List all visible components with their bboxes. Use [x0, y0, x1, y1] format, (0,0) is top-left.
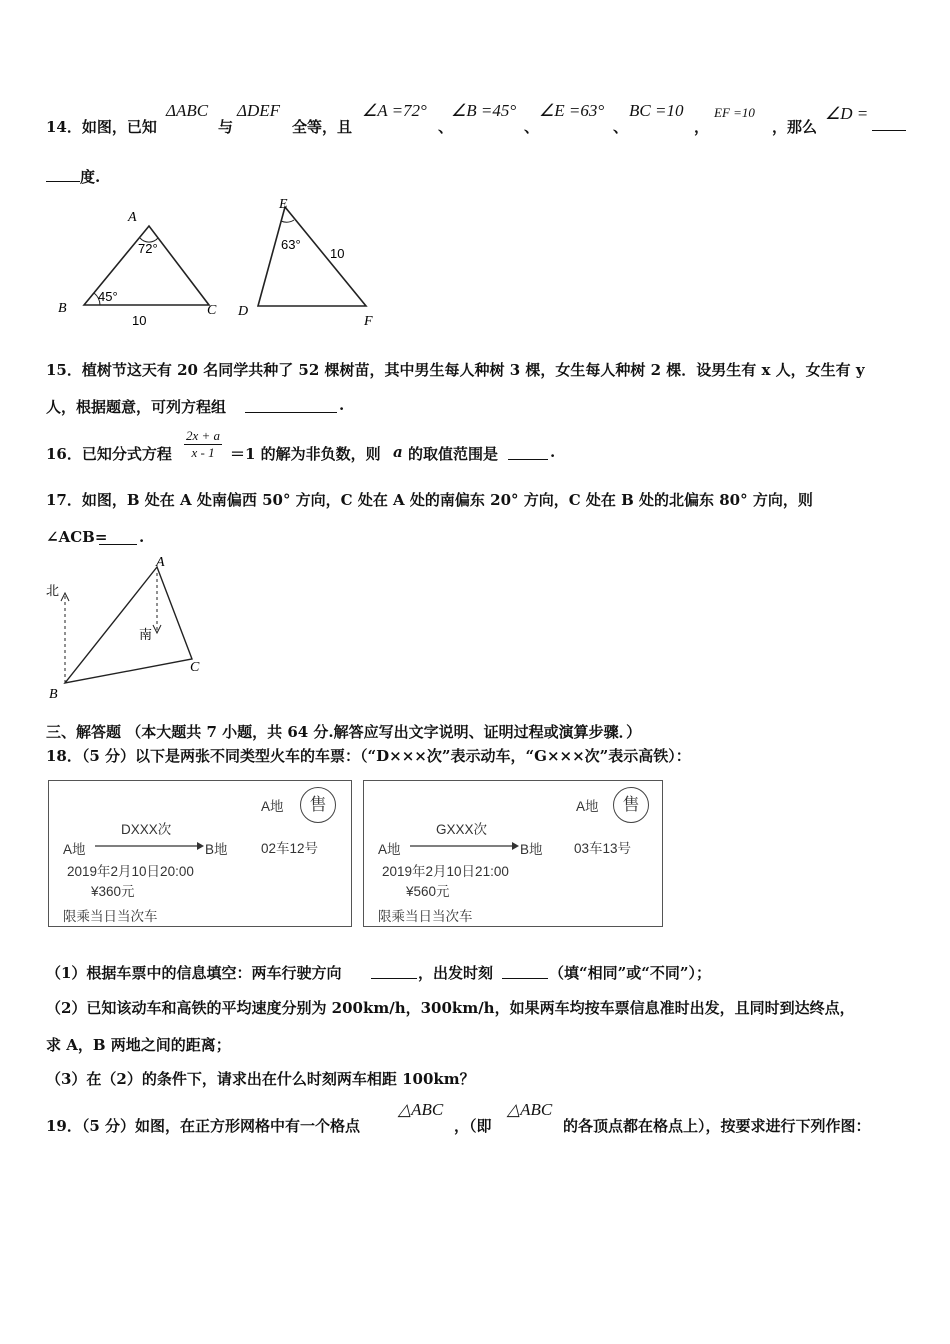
ticket-dxxx	[48, 780, 352, 927]
q19-mid: ，（即	[454, 1117, 492, 1135]
ticket-gxxx	[363, 780, 663, 927]
q14-sep1: 、	[438, 118, 454, 136]
figure-17-svg	[40, 555, 220, 705]
label-side-ef: 10	[330, 246, 345, 261]
ticket-from: A地	[378, 842, 401, 857]
ticket-to: B地	[520, 842, 543, 857]
q14-congruent: 全等，且	[292, 118, 353, 136]
q16-answer-blank	[508, 459, 548, 460]
q18-part3: （3）在（2）的条件下，请求出在什么时刻两车相距 100km？	[46, 1070, 475, 1088]
q14-sep3: 、	[613, 118, 629, 136]
ticket-stamp: 售	[300, 787, 336, 823]
label-south: 南	[139, 628, 153, 643]
q14-with: 与	[218, 118, 234, 136]
label-c: C	[207, 303, 217, 318]
q16-fraction	[184, 428, 222, 461]
q14-triangle-abc: ΔABC	[166, 101, 209, 120]
q14-then: ，那么	[772, 118, 818, 136]
ticket-seat: 02车12号	[261, 841, 319, 856]
q16-mid: ＝1 的解为非负数，则	[230, 445, 381, 463]
ticket-note: 限乘当日当次车	[378, 909, 473, 924]
q17-line1: 17．如图，B 处在 A 处南偏西 50° 方向，C 处在 A 处的南偏东 20° 方向，C 处在 B 处的北偏东 80° 方向，则	[46, 491, 813, 509]
ticket-train-number: GXXX次	[436, 822, 488, 837]
label-angle-63: 63°	[281, 237, 301, 252]
ticket-datetime: 2019年2月10日21:00	[382, 864, 509, 879]
label-d: D	[238, 304, 249, 319]
label-b17: B	[49, 687, 58, 702]
label-a17: A	[156, 555, 165, 570]
q18-part2a: （2）已知该动车和高铁的平均速度分别为 200km/h，300km/h，如果两车均按车票信息准时出发，且同时到达终点，	[46, 999, 855, 1017]
q17-end: .	[139, 528, 145, 546]
label-north: 北	[46, 584, 60, 599]
q18-intro: 18．（5 分）以下是两张不同类型火车的车票：（“D×××次”表示动车，“G×××次”表示高铁）：	[46, 747, 691, 765]
q14-answer-blank	[872, 130, 906, 131]
ticket-arrow-head	[197, 842, 204, 850]
q14-answer-blank-cont	[46, 181, 80, 182]
label-a: A	[128, 210, 137, 225]
q14-bc: BC =10	[629, 101, 684, 120]
ticket-price: ¥360元	[91, 884, 135, 899]
q17-line2: ∠ACB=	[46, 528, 108, 546]
q18-part1c: （填“相同”或“不同”）；	[549, 964, 712, 982]
ticket-to: B地	[205, 842, 228, 857]
q17-answer-blank	[99, 544, 137, 545]
triangle-abc-bearing	[65, 567, 192, 683]
q14-triangle-def: ΔDEF	[237, 101, 281, 120]
ticket-note: 限乘当日当次车	[63, 909, 158, 924]
q19-triangle-1: △ABC	[398, 1100, 444, 1119]
q14-angle-a: ∠A =72°	[362, 101, 427, 120]
label-angle-72: 72°	[138, 241, 158, 256]
q15-end: .	[339, 396, 345, 414]
label-f: F	[364, 314, 373, 329]
q16-end: .	[550, 443, 556, 461]
ticket-arrow-head	[512, 842, 519, 850]
q14-ef: EF =10	[714, 105, 755, 120]
ticket-price: ¥560元	[406, 884, 450, 899]
q14-angle-d: ∠D =	[825, 104, 869, 123]
q18-blank-direction	[371, 978, 417, 979]
q14-sep4: ，	[694, 118, 710, 136]
ticket-from: A地	[63, 842, 86, 857]
q14-unit: 度.	[80, 168, 101, 186]
ticket-station: A地	[261, 799, 284, 814]
q16-numerator: 2x + a	[186, 428, 221, 443]
ticket-seat: 03车13号	[574, 841, 632, 856]
figure-14	[50, 195, 390, 335]
angle-e-arc	[281, 220, 294, 222]
q16-pre: 16．已知分式方程	[46, 445, 172, 463]
ticket-arrow	[93, 839, 205, 853]
q18-blank-time	[502, 978, 548, 979]
q19-triangle-2: △ABC	[507, 1100, 553, 1119]
q14-number: 14．如图，已知	[46, 118, 157, 136]
label-side-bc: 10	[132, 313, 147, 328]
q19-pre: 19．（5 分）如图，在正方形网格中有一个格点	[46, 1117, 361, 1135]
q14-angle-b: ∠B =45°	[451, 101, 517, 120]
label-b: B	[58, 301, 67, 316]
q14-sep2: 、	[524, 118, 540, 136]
q15-answer-blank	[245, 412, 337, 413]
ticket-datetime: 2019年2月10日20:00	[67, 864, 194, 879]
q16-var-a: a	[393, 443, 403, 461]
q18-part2b: 求 A，B 两地之间的距离；	[46, 1036, 231, 1054]
q15-line1: 15．植树节这天有 20 名同学共种了 52 棵树苗，其中男生每人种树 3 棵，女生每人种树 2 棵．设男生有 x 人，女生有 y	[46, 361, 865, 379]
q14-angle-e: ∠E =63°	[539, 101, 605, 120]
ticket-stamp: 售	[613, 787, 649, 823]
figure-17	[40, 555, 220, 705]
ticket-train-number: DXXX次	[121, 822, 172, 837]
figure-14-svg	[50, 195, 390, 335]
q15-line2: 人，根据题意，可列方程组	[46, 398, 227, 416]
triangle-def	[258, 207, 366, 306]
ticket-station: A地	[576, 799, 599, 814]
q16-post: 的取值范围是	[408, 445, 499, 463]
ticket-arrow	[408, 839, 520, 853]
q19-post: 的各顶点都在格点上），按要求进行下列作图：	[563, 1117, 871, 1135]
label-angle-45: 45°	[98, 289, 118, 304]
q18-part1a: （1）根据车票中的信息填空：两车行驶方向	[46, 964, 342, 982]
q18-part1b: ，出发时刻	[418, 964, 494, 982]
q16-denominator: x - 1	[191, 445, 215, 460]
label-e: E	[279, 197, 288, 212]
label-c17: C	[190, 660, 200, 675]
section-3-heading: 三、解答题 （本大题共 7 小题，共 64 分.解答应写出文字说明、证明过程或演算步骤．）	[46, 723, 642, 741]
